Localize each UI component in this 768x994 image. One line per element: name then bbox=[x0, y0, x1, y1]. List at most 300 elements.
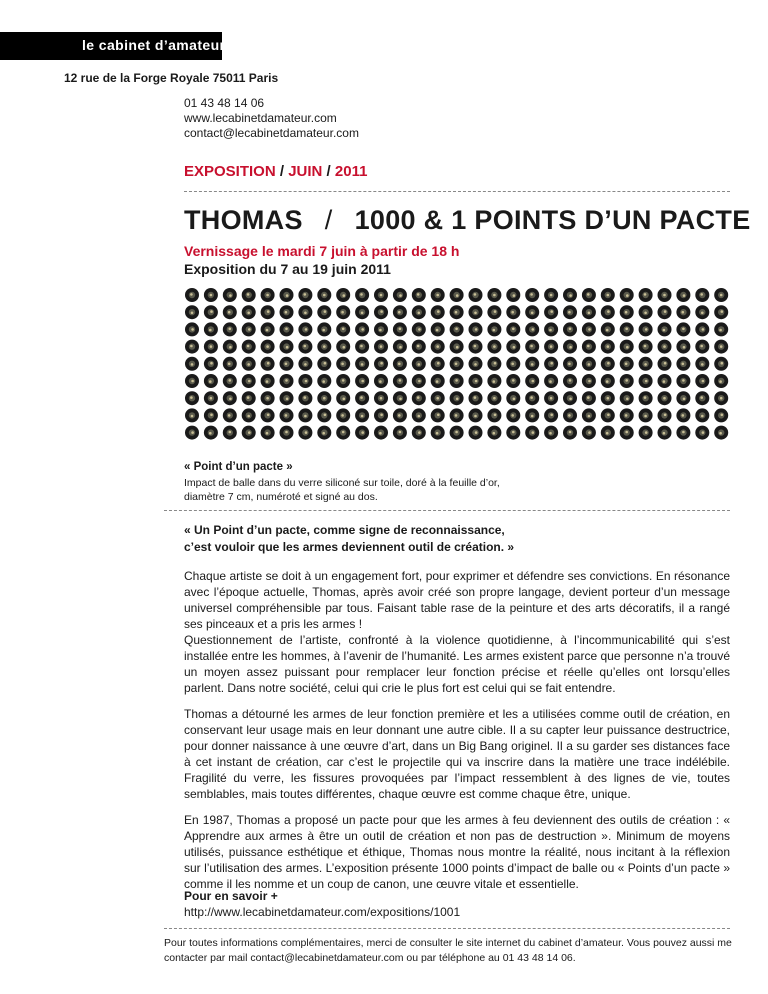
bullet-impact-dot bbox=[412, 374, 426, 388]
bullet-impact-dot bbox=[336, 374, 350, 388]
footer-line: contacter par mail contact@lecabinetdamateur.com ou par téléphone au 01 43 48 14 06. bbox=[164, 952, 576, 964]
bullet-impact-dot bbox=[393, 374, 407, 388]
bullet-impact-dot bbox=[487, 340, 501, 354]
bullet-impact-dot bbox=[563, 426, 577, 440]
bullet-impact-dot bbox=[280, 322, 294, 336]
bullet-impact-dot bbox=[298, 288, 312, 302]
bullet-impact-dot bbox=[639, 288, 653, 302]
bullet-impact-dot bbox=[582, 288, 596, 302]
bullet-impact-dot bbox=[185, 340, 199, 354]
bullet-impact-dot bbox=[714, 305, 728, 319]
bullet-impact-dot bbox=[393, 288, 407, 302]
bullet-impact-dot bbox=[525, 288, 539, 302]
bullet-impact-dot bbox=[412, 426, 426, 440]
bullet-impact-dot bbox=[393, 408, 407, 422]
bullet-impact-dot bbox=[374, 408, 388, 422]
brand-name: le cabinet d’amateur bbox=[82, 37, 226, 53]
bullet-impact-dot bbox=[204, 340, 218, 354]
bullet-impact-dot bbox=[620, 340, 634, 354]
bullet-impact-dot bbox=[469, 426, 483, 440]
bullet-impact-dot bbox=[525, 305, 539, 319]
bullet-impact-dot bbox=[525, 340, 539, 354]
bullet-impact-dot bbox=[431, 408, 445, 422]
bullet-impact-dot bbox=[544, 305, 558, 319]
bullet-impact-dot bbox=[676, 288, 690, 302]
bullet-impact-dot bbox=[582, 408, 596, 422]
bullet-impact-dot bbox=[639, 426, 653, 440]
bullet-impact-dot bbox=[204, 288, 218, 302]
bullet-impact-dot bbox=[393, 305, 407, 319]
title-separator: / bbox=[324, 205, 333, 235]
bullet-impact-dot bbox=[261, 288, 275, 302]
bullet-impact-dot bbox=[695, 288, 709, 302]
bullet-impact-dot bbox=[298, 322, 312, 336]
bullet-impact-dot bbox=[544, 288, 558, 302]
bullet-impact-dot bbox=[412, 391, 426, 405]
bullet-impact-dot bbox=[431, 357, 445, 371]
bullet-impact-dot bbox=[298, 340, 312, 354]
bullet-impact-dot bbox=[261, 391, 275, 405]
bullet-impact-dot bbox=[185, 408, 199, 422]
bullet-impact-dot bbox=[582, 340, 596, 354]
bullet-impact-dot bbox=[582, 426, 596, 440]
bullet-impact-dot bbox=[242, 408, 256, 422]
bullet-impact-dot bbox=[544, 426, 558, 440]
bullet-impact-dot bbox=[431, 340, 445, 354]
bullet-impact-dot bbox=[204, 305, 218, 319]
bullet-impact-dot bbox=[601, 374, 615, 388]
bullet-impact-dot bbox=[544, 374, 558, 388]
bullet-impact-dot bbox=[695, 391, 709, 405]
bullet-impact-dot bbox=[563, 340, 577, 354]
bullet-impact-dot bbox=[676, 408, 690, 422]
body-paragraph: Chaque artiste se doit à un engagement fort, pour exprimer et défendre ses convictions. En résonance avec l’époque actuelle, Thomas, après avoir créé son propre langage, devient porteur d’un message universel compréhensible par tous. Faisant table rase de la peinture et des arts décoratifs, il a rangé ses pinceaux et a pris les armes ! bbox=[184, 569, 730, 631]
bullet-impact-dot bbox=[695, 340, 709, 354]
bullet-impact-dot bbox=[639, 391, 653, 405]
bullet-impact-dot bbox=[355, 374, 369, 388]
bullet-impact-dot bbox=[620, 374, 634, 388]
gallery-address: 12 rue de la Forge Royale 75011 Paris bbox=[64, 71, 279, 85]
bullet-impact-dot bbox=[355, 426, 369, 440]
bullet-impact-dot bbox=[658, 357, 672, 371]
bullet-impact-dot bbox=[676, 340, 690, 354]
bullet-impact-dot bbox=[280, 408, 294, 422]
bullet-impact-dot bbox=[487, 357, 501, 371]
bullet-impact-dot bbox=[714, 357, 728, 371]
artist-quote bbox=[184, 522, 514, 556]
bullet-impact-dot bbox=[487, 374, 501, 388]
bullet-impact-dot bbox=[355, 408, 369, 422]
bullet-impact-dot bbox=[469, 391, 483, 405]
divider bbox=[164, 510, 730, 511]
bullet-impact-dot bbox=[695, 357, 709, 371]
bullet-impact-dot bbox=[469, 322, 483, 336]
quote-line: c’est vouloir que les armes deviennent outil de création. » bbox=[184, 540, 515, 554]
bullet-impact-dot bbox=[298, 426, 312, 440]
bullet-impact-dot bbox=[695, 374, 709, 388]
bullet-impact-dot bbox=[544, 322, 558, 336]
bullet-impact-dot bbox=[582, 374, 596, 388]
bullet-impact-dot bbox=[714, 288, 728, 302]
footer-note bbox=[164, 936, 730, 966]
bullet-impact-dot bbox=[601, 357, 615, 371]
bullet-impact-dot bbox=[676, 305, 690, 319]
bullet-impact-dot bbox=[242, 305, 256, 319]
bullet-impact-dot bbox=[450, 357, 464, 371]
bullet-impact-dot bbox=[355, 357, 369, 371]
bullet-impact-dot bbox=[506, 340, 520, 354]
bullet-impact-dot bbox=[450, 288, 464, 302]
bullet-impact-dot bbox=[204, 322, 218, 336]
bullet-impact-dot bbox=[223, 305, 237, 319]
more-info-title: Pour en savoir + bbox=[184, 889, 278, 903]
bullet-impact-dot bbox=[280, 374, 294, 388]
bullet-impact-dot bbox=[469, 288, 483, 302]
bullet-impact-dot bbox=[601, 340, 615, 354]
bullet-impact-dot bbox=[506, 288, 520, 302]
bullet-impact-dot bbox=[582, 357, 596, 371]
bullet-impact-dot bbox=[242, 391, 256, 405]
bullet-impact-dot bbox=[431, 374, 445, 388]
bullet-impact-dot bbox=[469, 408, 483, 422]
bullet-impact-dot bbox=[374, 374, 388, 388]
bullet-impact-dot bbox=[431, 391, 445, 405]
bullet-impact-dot bbox=[714, 340, 728, 354]
bullet-impact-dot bbox=[658, 340, 672, 354]
bullet-impact-dot bbox=[658, 408, 672, 422]
bullet-impact-dot bbox=[582, 305, 596, 319]
bullet-impact-dot bbox=[639, 357, 653, 371]
bullet-impact-dot bbox=[506, 305, 520, 319]
bullet-impact-dot bbox=[242, 426, 256, 440]
bullet-impact-dot bbox=[658, 374, 672, 388]
bullet-impact-dot bbox=[355, 322, 369, 336]
bullet-impact-dot bbox=[525, 322, 539, 336]
bullet-impact-dot bbox=[601, 288, 615, 302]
bullet-impact-dot bbox=[298, 374, 312, 388]
bullet-impact-dot bbox=[261, 305, 275, 319]
bullet-impact-dot bbox=[601, 305, 615, 319]
bullet-impact-dot bbox=[355, 288, 369, 302]
bullet-impact-dot bbox=[601, 322, 615, 336]
bullet-impact-dot bbox=[695, 408, 709, 422]
bullet-impact-dot bbox=[261, 426, 275, 440]
website-link[interactable]: www.lecabinetdamateur.com bbox=[184, 111, 337, 125]
bullet-impact-dot bbox=[506, 426, 520, 440]
bullet-impact-dot bbox=[658, 288, 672, 302]
bullet-impact-dot bbox=[487, 408, 501, 422]
bullet-impact-dot bbox=[544, 340, 558, 354]
bullet-impact-dot bbox=[469, 305, 483, 319]
bullet-impact-dot bbox=[620, 426, 634, 440]
bullet-impact-dot bbox=[280, 391, 294, 405]
bullet-impact-dot bbox=[620, 408, 634, 422]
bullet-impact-dot bbox=[676, 374, 690, 388]
bullet-impact-dot bbox=[450, 374, 464, 388]
caption-line: diamètre 7 cm, numéroté et signé au dos. bbox=[184, 491, 378, 503]
bullet-impact-dot bbox=[336, 322, 350, 336]
exhibition-dates: Exposition du 7 au 19 juin 2011 bbox=[184, 261, 391, 277]
bullet-impact-dot bbox=[469, 340, 483, 354]
bullet-impact-dot bbox=[317, 374, 331, 388]
quote-line: « Un Point d’un pacte, comme signe de reconnaissance, bbox=[184, 523, 505, 537]
bullet-impact-dot bbox=[431, 426, 445, 440]
bullet-impact-dot bbox=[714, 391, 728, 405]
bullet-impact-dot bbox=[412, 340, 426, 354]
bullet-impact-dot bbox=[374, 357, 388, 371]
bullet-impact-dot bbox=[620, 391, 634, 405]
bullet-impact-dot bbox=[336, 288, 350, 302]
bullet-impact-dot bbox=[298, 408, 312, 422]
bullet-impact-dot bbox=[185, 322, 199, 336]
exhibition-title: 1000 & 1 POINTS D’UN PACTE bbox=[354, 205, 751, 235]
body-paragraph: En 1987, Thomas a proposé un pacte pour que les armes à feu deviennent des outils de création : « Apprendre aux armes à être un outil de création et non pas de destruction ». Minimum de moyens utilisés, puissance esthétique et éthique, Thomas nous montre la réalité, nous incitant à la réflexion sur l’utilisation des armes. L’exposition présente 1000 points d’impact de balle ou « Points d’un pacte » comme il les nomme et un coup de canon, une œuvre vitale et essentielle. bbox=[184, 813, 730, 891]
bullet-impact-dot bbox=[242, 374, 256, 388]
bullet-impact-dot bbox=[204, 408, 218, 422]
bullet-impact-dot bbox=[487, 305, 501, 319]
bullet-impact-dot bbox=[336, 426, 350, 440]
contact-block bbox=[184, 96, 359, 141]
bullet-impact-dot bbox=[204, 391, 218, 405]
bullet-impact-dot bbox=[223, 288, 237, 302]
bullet-impact-dot bbox=[412, 305, 426, 319]
bullet-impact-dot bbox=[336, 340, 350, 354]
bullet-impact-dot bbox=[185, 391, 199, 405]
bullet-impact-dot bbox=[639, 374, 653, 388]
bullet-impact-dot bbox=[336, 305, 350, 319]
bullet-impact-dot bbox=[525, 374, 539, 388]
bullet-impact-dot bbox=[317, 357, 331, 371]
bullet-impact-dot bbox=[601, 391, 615, 405]
bullet-impact-dot bbox=[336, 357, 350, 371]
bullet-impact-dot bbox=[676, 426, 690, 440]
bullet-impact-dot bbox=[450, 340, 464, 354]
bullet-impact-dot bbox=[393, 340, 407, 354]
bullet-impact-dot bbox=[204, 374, 218, 388]
bullet-impact-dot bbox=[355, 340, 369, 354]
bullet-impact-dot bbox=[695, 305, 709, 319]
footer-line: Pour toutes informations complémentaires, merci de consulter le site internet du cabinet d’amateur. Vous pouvez aussi me bbox=[164, 937, 732, 949]
bullet-impact-dot bbox=[487, 391, 501, 405]
bullet-impact-dot bbox=[374, 426, 388, 440]
exposition-label: EXPOSITION bbox=[184, 163, 276, 180]
bullet-impact-dot bbox=[544, 357, 558, 371]
bullet-impact-dot bbox=[601, 426, 615, 440]
bullet-impact-dot bbox=[714, 426, 728, 440]
caption-line: Impact de balle dans du verre siliconé sur toile, doré à la feuille d’or, bbox=[184, 477, 500, 489]
bullet-impact-dot bbox=[261, 408, 275, 422]
bullet-impact-dot bbox=[280, 288, 294, 302]
bullet-impact-dot bbox=[242, 322, 256, 336]
bullet-impact-dot bbox=[639, 305, 653, 319]
bullet-impact-dot bbox=[242, 288, 256, 302]
bullet-impact-dot bbox=[185, 357, 199, 371]
bullet-impact-dot bbox=[676, 322, 690, 336]
bullet-impact-dot bbox=[450, 426, 464, 440]
bullet-impact-dot bbox=[185, 374, 199, 388]
bullet-impact-dot bbox=[450, 322, 464, 336]
bullet-impact-dot bbox=[280, 305, 294, 319]
bullet-impact-dot bbox=[658, 391, 672, 405]
bullet-impact-dot bbox=[317, 305, 331, 319]
bullet-impact-dot bbox=[714, 374, 728, 388]
bullet-impact-dot bbox=[393, 426, 407, 440]
bullet-impact-dot bbox=[223, 322, 237, 336]
body-paragraph: Thomas a détourné les armes de leur fonction première et les a utilisées comme outil de création, en conservant leur usage mais en leur donnant une autre cible. Il a su capter leur puissance destructrice, pour donner naissance à une œuvre d’art, dans un Big Bang originel. Il a su garder ses distances face à cet instant de création, car c’est le projectile qui va inscrire dans la matière une trace indélébile. Fragilité du verre, les fissures provoquées par l’impact ressemblent à des lignes de vie, toutes semblables, mais toutes différentes, chaque œuvre est comme chaque être, unique. bbox=[184, 707, 730, 801]
bullet-impact-dot bbox=[563, 305, 577, 319]
bullet-impact-dot bbox=[601, 408, 615, 422]
bullet-impact-dot bbox=[676, 391, 690, 405]
bullet-impact-dot bbox=[261, 374, 275, 388]
divider bbox=[184, 191, 730, 192]
bullet-impact-dot bbox=[450, 391, 464, 405]
bullet-impact-dot bbox=[563, 322, 577, 336]
bullet-impact-dot bbox=[506, 322, 520, 336]
bullet-impact-dot bbox=[261, 322, 275, 336]
bullet-impact-dot bbox=[620, 288, 634, 302]
artwork-image bbox=[184, 287, 730, 449]
bullet-impact-dot bbox=[261, 357, 275, 371]
bullet-impact-dot bbox=[431, 288, 445, 302]
bullet-impact-dot bbox=[223, 340, 237, 354]
exposition-separator-1: / bbox=[275, 163, 289, 180]
bullet-impact-dot bbox=[544, 391, 558, 405]
bullet-impact-dot bbox=[412, 408, 426, 422]
bullet-impact-dot bbox=[620, 305, 634, 319]
more-info-link[interactable]: http://www.lecabinetdamateur.com/expositions/1001 bbox=[184, 905, 461, 919]
bullet-impact-dot bbox=[185, 426, 199, 440]
bullet-impact-dot bbox=[393, 357, 407, 371]
bullet-impact-dot bbox=[563, 408, 577, 422]
bullet-impact-grid bbox=[184, 287, 730, 449]
bullet-impact-dot bbox=[336, 391, 350, 405]
bullet-impact-dot bbox=[469, 357, 483, 371]
bullet-impact-dot bbox=[544, 408, 558, 422]
exposition-month: JUIN bbox=[288, 163, 323, 180]
bullet-impact-dot bbox=[374, 322, 388, 336]
artist-name: THOMAS bbox=[184, 205, 303, 235]
bullet-impact-dot bbox=[450, 408, 464, 422]
bullet-impact-dot bbox=[563, 374, 577, 388]
bullet-impact-dot bbox=[204, 426, 218, 440]
bullet-impact-dot bbox=[204, 357, 218, 371]
bullet-impact-dot bbox=[563, 288, 577, 302]
bullet-impact-dot bbox=[374, 288, 388, 302]
phone-number: 01 43 48 14 06 bbox=[184, 96, 265, 110]
bullet-impact-dot bbox=[525, 426, 539, 440]
bullet-impact-dot bbox=[412, 288, 426, 302]
bullet-impact-dot bbox=[714, 408, 728, 422]
bullet-impact-dot bbox=[317, 322, 331, 336]
bullet-impact-dot bbox=[374, 391, 388, 405]
bullet-impact-dot bbox=[506, 408, 520, 422]
bullet-impact-dot bbox=[639, 322, 653, 336]
exposition-separator-2: / bbox=[322, 163, 335, 180]
bullet-impact-dot bbox=[620, 357, 634, 371]
bullet-impact-dot bbox=[223, 426, 237, 440]
brand-banner bbox=[0, 32, 226, 60]
bullet-impact-dot bbox=[506, 357, 520, 371]
bullet-impact-dot bbox=[525, 408, 539, 422]
bullet-impact-dot bbox=[525, 391, 539, 405]
page-title bbox=[184, 205, 751, 236]
bullet-impact-dot bbox=[695, 426, 709, 440]
bullet-impact-dot bbox=[223, 408, 237, 422]
bullet-impact-dot bbox=[487, 322, 501, 336]
bullet-impact-dot bbox=[280, 357, 294, 371]
bullet-impact-dot bbox=[374, 305, 388, 319]
body-paragraph: Questionnement de l’artiste, confronté à la violence quotidienne, à l’incommunicabilité qui s’est installée entre les hommes, à l’avenir de l’humanité. Les armes existent parce que personne n’a trouvé un moyen assez puissant pour remplacer leur fonction précise et réelle qu’elles ont lorsqu’elles parlent. Dans notre société, celui qui crie le plus fort est celui qui se fait entendre. bbox=[184, 633, 730, 695]
artwork-caption bbox=[184, 476, 500, 504]
bullet-impact-dot bbox=[469, 374, 483, 388]
bullet-impact-dot bbox=[298, 357, 312, 371]
bullet-impact-dot bbox=[620, 322, 634, 336]
bullet-impact-dot bbox=[317, 340, 331, 354]
bullet-impact-dot bbox=[506, 391, 520, 405]
exposition-heading bbox=[184, 163, 367, 180]
bullet-impact-dot bbox=[714, 322, 728, 336]
bullet-impact-dot bbox=[317, 426, 331, 440]
bullet-impact-dot bbox=[431, 322, 445, 336]
vernissage-info: Vernissage le mardi 7 juin à partir de 18 h bbox=[184, 243, 460, 259]
bullet-impact-dot bbox=[298, 391, 312, 405]
bullet-impact-dot bbox=[695, 322, 709, 336]
bullet-impact-dot bbox=[393, 391, 407, 405]
bullet-impact-dot bbox=[563, 357, 577, 371]
bullet-impact-dot bbox=[639, 408, 653, 422]
bullet-impact-dot bbox=[223, 357, 237, 371]
bullet-impact-dot bbox=[412, 322, 426, 336]
bullet-impact-dot bbox=[242, 340, 256, 354]
bullet-impact-dot bbox=[317, 288, 331, 302]
bullet-impact-dot bbox=[658, 322, 672, 336]
bullet-impact-dot bbox=[487, 426, 501, 440]
bullet-impact-dot bbox=[280, 426, 294, 440]
bullet-impact-dot bbox=[280, 340, 294, 354]
bullet-impact-dot bbox=[298, 305, 312, 319]
bullet-impact-dot bbox=[317, 391, 331, 405]
bullet-impact-dot bbox=[355, 305, 369, 319]
bullet-impact-dot bbox=[374, 340, 388, 354]
bullet-impact-dot bbox=[223, 391, 237, 405]
bullet-impact-dot bbox=[336, 408, 350, 422]
exposition-year: 2011 bbox=[334, 163, 368, 180]
bullet-impact-dot bbox=[412, 357, 426, 371]
bullet-impact-dot bbox=[487, 288, 501, 302]
bullet-impact-dot bbox=[355, 391, 369, 405]
bullet-impact-dot bbox=[261, 340, 275, 354]
bullet-impact-dot bbox=[676, 357, 690, 371]
bullet-impact-dot bbox=[242, 357, 256, 371]
bullet-impact-dot bbox=[185, 288, 199, 302]
bullet-impact-dot bbox=[431, 305, 445, 319]
bullet-impact-dot bbox=[639, 340, 653, 354]
bullet-impact-dot bbox=[582, 391, 596, 405]
bullet-impact-dot bbox=[393, 322, 407, 336]
bullet-impact-dot bbox=[525, 357, 539, 371]
artwork-caption-title: « Point d’un pacte » bbox=[184, 461, 293, 473]
bullet-impact-dot bbox=[506, 374, 520, 388]
bullet-impact-dot bbox=[563, 391, 577, 405]
bullet-impact-dot bbox=[658, 426, 672, 440]
bullet-impact-dot bbox=[223, 374, 237, 388]
bullet-impact-dot bbox=[185, 305, 199, 319]
email-link[interactable]: contact@lecabinetdamateur.com bbox=[184, 126, 359, 140]
bullet-impact-dot bbox=[582, 322, 596, 336]
bullet-impact-dot bbox=[317, 408, 331, 422]
bullet-impact-dot bbox=[658, 305, 672, 319]
bullet-impact-dot bbox=[450, 305, 464, 319]
